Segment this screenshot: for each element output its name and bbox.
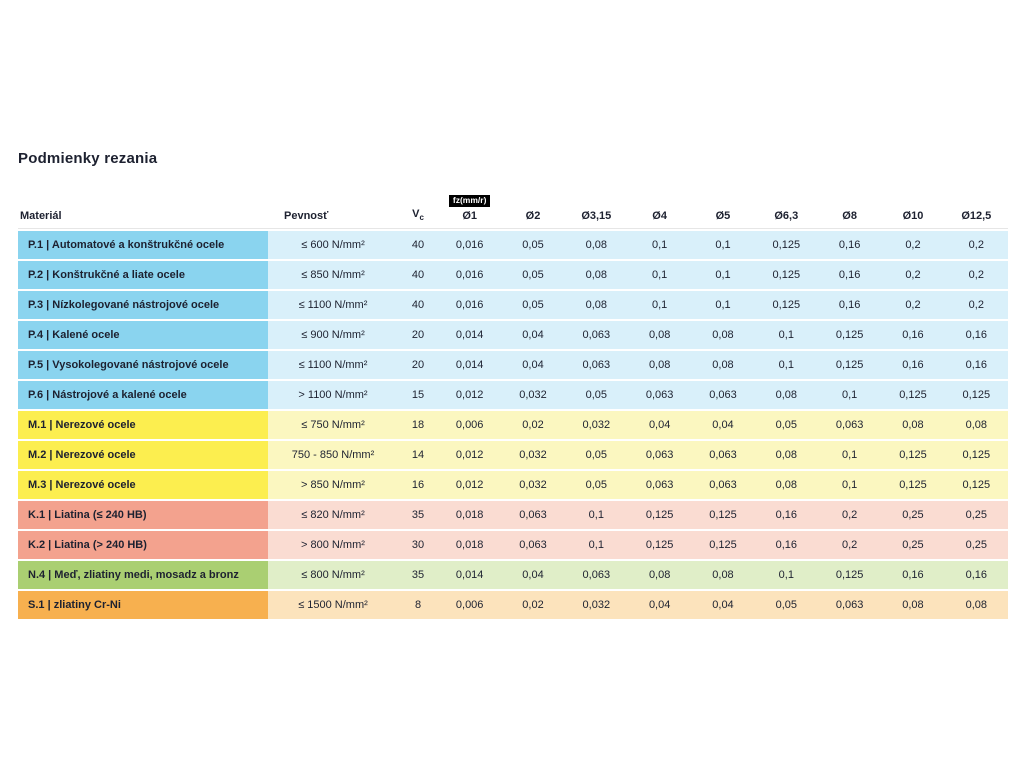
fz-cell: 0,2: [881, 231, 944, 259]
material-cell: P.6 | Nástrojové a kalené ocele: [18, 381, 268, 409]
fz-cell: 0,08: [565, 261, 628, 289]
col-header-diameter-5: [691, 189, 754, 229]
fz-cell: 0,05: [501, 261, 564, 289]
cutting-conditions-table: [18, 187, 1008, 621]
fz-cell: 0,1: [691, 261, 754, 289]
material-cell: P.1 | Automatové a konštrukčné ocele: [18, 231, 268, 259]
fz-cell: 0,1: [755, 321, 818, 349]
fz-cell: 0,04: [628, 411, 691, 439]
fz-cell: 0,16: [945, 351, 1008, 379]
fz-cell: 0,016: [438, 291, 501, 319]
vc-cell: 40: [398, 261, 438, 289]
fz-cell: 0,125: [755, 291, 818, 319]
col-header-diameter-2: [501, 189, 564, 229]
pevnost-cell: ≤ 1100 N/mm²: [268, 291, 398, 319]
fz-cell: 0,032: [501, 381, 564, 409]
pevnost-cell: > 850 N/mm²: [268, 471, 398, 499]
pevnost-cell: ≤ 900 N/mm²: [268, 321, 398, 349]
fz-cell: 0,012: [438, 441, 501, 469]
fz-cell: 0,125: [628, 501, 691, 529]
fz-cell: 0,05: [755, 411, 818, 439]
fz-cell: 0,1: [818, 471, 881, 499]
fz-cell: 0,125: [628, 531, 691, 559]
fz-cell: 0,16: [881, 561, 944, 589]
fz-cell: 0,063: [818, 411, 881, 439]
fz-cell: 0,05: [565, 441, 628, 469]
fz-cell: 0,063: [565, 561, 628, 589]
fz-cell: 0,25: [945, 501, 1008, 529]
fz-cell: 0,16: [818, 261, 881, 289]
pevnost-cell: ≤ 1500 N/mm²: [268, 591, 398, 619]
fz-cell: 0,08: [945, 591, 1008, 619]
fz-cell: 0,125: [818, 351, 881, 379]
fz-cell: 0,125: [818, 321, 881, 349]
vc-cell: 8: [398, 591, 438, 619]
diameter-header-label: Ø8: [842, 210, 857, 222]
fz-cell: 0,032: [565, 411, 628, 439]
fz-cell: 0,125: [881, 471, 944, 499]
fz-cell: 0,016: [438, 261, 501, 289]
fz-cell: 0,063: [628, 381, 691, 409]
fz-cell: 0,08: [691, 561, 754, 589]
diameter-header-label: Ø10: [902, 210, 924, 222]
fz-cell: 0,08: [565, 231, 628, 259]
fz-cell: 0,16: [818, 231, 881, 259]
fz-cell: 0,1: [755, 561, 818, 589]
fz-cell: 0,1: [628, 291, 691, 319]
table-body: [18, 231, 1008, 619]
fz-cell: 0,125: [881, 441, 944, 469]
pevnost-cell: > 1100 N/mm²: [268, 381, 398, 409]
table-row: [18, 471, 1008, 499]
material-cell: P.3 | Nízkolegované nástrojové ocele: [18, 291, 268, 319]
vc-cell: 40: [398, 231, 438, 259]
vc-cell: 35: [398, 501, 438, 529]
fz-cell: 0,1: [565, 501, 628, 529]
col-header-material: Materiál: [18, 189, 268, 229]
col-header-pevnost: Pevnosť: [268, 189, 398, 229]
fz-cell: 0,1: [628, 261, 691, 289]
material-cell: P.5 | Vysokolegované nástrojové ocele: [18, 351, 268, 379]
fz-cell: 0,125: [691, 531, 754, 559]
fz-cell: 0,063: [565, 351, 628, 379]
fz-cell: 0,1: [691, 291, 754, 319]
fz-cell: 0,063: [691, 441, 754, 469]
fz-cell: 0,08: [881, 591, 944, 619]
fz-cell: 0,04: [628, 591, 691, 619]
table-row: [18, 591, 1008, 619]
fz-cell: 0,063: [501, 501, 564, 529]
fz-cell: 0,2: [818, 501, 881, 529]
fz-cell: 0,125: [945, 471, 1008, 499]
col-header-diameter-7: [818, 189, 881, 229]
pevnost-cell: ≤ 600 N/mm²: [268, 231, 398, 259]
table-row: [18, 291, 1008, 319]
pevnost-cell: ≤ 750 N/mm²: [268, 411, 398, 439]
table-row: [18, 231, 1008, 259]
vc-cell: 15: [398, 381, 438, 409]
col-header-vc: [398, 189, 438, 229]
fz-unit-badge: fz(mm/r): [449, 195, 491, 207]
fz-cell: 0,1: [755, 351, 818, 379]
fz-cell: 0,125: [755, 261, 818, 289]
fz-cell: 0,018: [438, 501, 501, 529]
vc-cell: 20: [398, 321, 438, 349]
fz-cell: 0,063: [628, 441, 691, 469]
table-row: [18, 411, 1008, 439]
vc-cell: 35: [398, 561, 438, 589]
fz-cell: 0,2: [945, 291, 1008, 319]
fz-cell: 0,16: [881, 351, 944, 379]
diameter-header-label: Ø4: [652, 210, 667, 222]
col-header-diameter-4: [628, 189, 691, 229]
fz-cell: 0,25: [881, 531, 944, 559]
table-header-row: [18, 189, 1008, 229]
fz-cell: 0,125: [881, 381, 944, 409]
fz-cell: 0,08: [628, 321, 691, 349]
fz-cell: 0,063: [818, 591, 881, 619]
fz-cell: 0,16: [881, 321, 944, 349]
fz-cell: 0,16: [755, 531, 818, 559]
vc-cell: 14: [398, 441, 438, 469]
material-cell: S.1 | zliatiny Cr-Ni: [18, 591, 268, 619]
fz-cell: 0,014: [438, 561, 501, 589]
fz-cell: 0,16: [755, 501, 818, 529]
fz-cell: 0,05: [565, 471, 628, 499]
col-header-diameter-1: [438, 189, 501, 229]
fz-cell: 0,04: [501, 351, 564, 379]
pevnost-cell: ≤ 800 N/mm²: [268, 561, 398, 589]
material-cell: M.3 | Nerezové ocele: [18, 471, 268, 499]
material-cell: P.4 | Kalené ocele: [18, 321, 268, 349]
fz-cell: 0,16: [818, 291, 881, 319]
fz-cell: 0,032: [501, 441, 564, 469]
fz-cell: 0,063: [691, 381, 754, 409]
table-row: [18, 381, 1008, 409]
fz-cell: 0,05: [501, 231, 564, 259]
fz-cell: 0,012: [438, 381, 501, 409]
fz-cell: 0,1: [691, 231, 754, 259]
fz-cell: 0,016: [438, 231, 501, 259]
fz-cell: 0,08: [565, 291, 628, 319]
pevnost-cell: 750 - 850 N/mm²: [268, 441, 398, 469]
fz-cell: 0,1: [818, 441, 881, 469]
fz-cell: 0,08: [755, 471, 818, 499]
diameter-header-label: Ø2: [525, 210, 541, 222]
material-cell: M.1 | Nerezové ocele: [18, 411, 268, 439]
fz-cell: 0,014: [438, 351, 501, 379]
table-row: [18, 531, 1008, 559]
col-header-diameter-9: [945, 189, 1008, 229]
diameter-header-label: Ø5: [715, 210, 731, 222]
fz-cell: 0,2: [881, 261, 944, 289]
fz-cell: 0,16: [945, 561, 1008, 589]
fz-cell: 0,063: [628, 471, 691, 499]
fz-cell: 0,04: [501, 561, 564, 589]
fz-cell: 0,2: [945, 261, 1008, 289]
fz-cell: 0,012: [438, 471, 501, 499]
fz-cell: 0,02: [501, 591, 564, 619]
material-cell: P.2 | Konštrukčné a liate ocele: [18, 261, 268, 289]
table-row: [18, 501, 1008, 529]
vc-symbol: V: [412, 207, 420, 220]
fz-cell: 0,05: [501, 291, 564, 319]
fz-cell: 0,08: [691, 351, 754, 379]
vc-cell: 40: [398, 291, 438, 319]
fz-cell: 0,08: [691, 321, 754, 349]
fz-cell: 0,08: [628, 561, 691, 589]
fz-cell: 0,063: [501, 531, 564, 559]
table-row: [18, 561, 1008, 589]
diameter-header-label: Ø6,3: [774, 210, 799, 222]
pevnost-cell: > 800 N/mm²: [268, 531, 398, 559]
fz-cell: 0,125: [691, 501, 754, 529]
pevnost-cell: ≤ 1100 N/mm²: [268, 351, 398, 379]
col-header-diameter-8: [881, 189, 944, 229]
vc-cell: 16: [398, 471, 438, 499]
diameter-header-label: Ø12,5: [961, 210, 992, 222]
fz-cell: 0,04: [691, 411, 754, 439]
fz-cell: 0,08: [628, 351, 691, 379]
fz-cell: 0,2: [945, 231, 1008, 259]
fz-cell: 0,08: [755, 381, 818, 409]
fz-cell: 0,08: [945, 411, 1008, 439]
fz-cell: 0,08: [755, 441, 818, 469]
fz-cell: 0,08: [881, 411, 944, 439]
fz-cell: 0,032: [501, 471, 564, 499]
fz-cell: 0,1: [628, 231, 691, 259]
fz-cell: 0,1: [818, 381, 881, 409]
fz-badge-wrap: [438, 194, 501, 207]
table-row: [18, 441, 1008, 469]
page-title: Podmienky rezania: [18, 150, 158, 167]
col-header-diameter-6: [755, 189, 818, 229]
vc-cell: 20: [398, 351, 438, 379]
material-cell: K.1 | Liatina (≤ 240 HB): [18, 501, 268, 529]
fz-cell: 0,16: [945, 321, 1008, 349]
fz-cell: 0,063: [691, 471, 754, 499]
fz-cell: 0,032: [565, 591, 628, 619]
fz-cell: 0,063: [565, 321, 628, 349]
fz-cell: 0,006: [438, 591, 501, 619]
fz-cell: 0,05: [565, 381, 628, 409]
fz-cell: 0,02: [501, 411, 564, 439]
diameter-header-label: Ø3,15: [581, 210, 612, 222]
col-header-diameter-3: [565, 189, 628, 229]
fz-cell: 0,25: [881, 501, 944, 529]
vc-subscript: c: [419, 213, 424, 222]
fz-cell: 0,125: [945, 441, 1008, 469]
fz-cell: 0,25: [945, 531, 1008, 559]
table-row: [18, 261, 1008, 289]
table-row: [18, 351, 1008, 379]
table-row: [18, 321, 1008, 349]
fz-cell: 0,2: [818, 531, 881, 559]
fz-cell: 0,04: [501, 321, 564, 349]
fz-cell: 0,125: [818, 561, 881, 589]
pevnost-cell: ≤ 820 N/mm²: [268, 501, 398, 529]
fz-cell: 0,014: [438, 321, 501, 349]
fz-cell: 0,05: [755, 591, 818, 619]
fz-cell: 0,1: [565, 531, 628, 559]
diameter-header-label: Ø1: [462, 210, 477, 222]
fz-cell: 0,2: [881, 291, 944, 319]
pevnost-cell: ≤ 850 N/mm²: [268, 261, 398, 289]
material-cell: M.2 | Nerezové ocele: [18, 441, 268, 469]
fz-cell: 0,125: [755, 231, 818, 259]
material-cell: K.2 | Liatina (> 240 HB): [18, 531, 268, 559]
vc-cell: 18: [398, 411, 438, 439]
fz-cell: 0,04: [691, 591, 754, 619]
fz-cell: 0,125: [945, 381, 1008, 409]
fz-cell: 0,018: [438, 531, 501, 559]
fz-cell: 0,006: [438, 411, 501, 439]
vc-cell: 30: [398, 531, 438, 559]
material-cell: N.4 | Meď, zliatiny medi, mosadz a bronz: [18, 561, 268, 589]
